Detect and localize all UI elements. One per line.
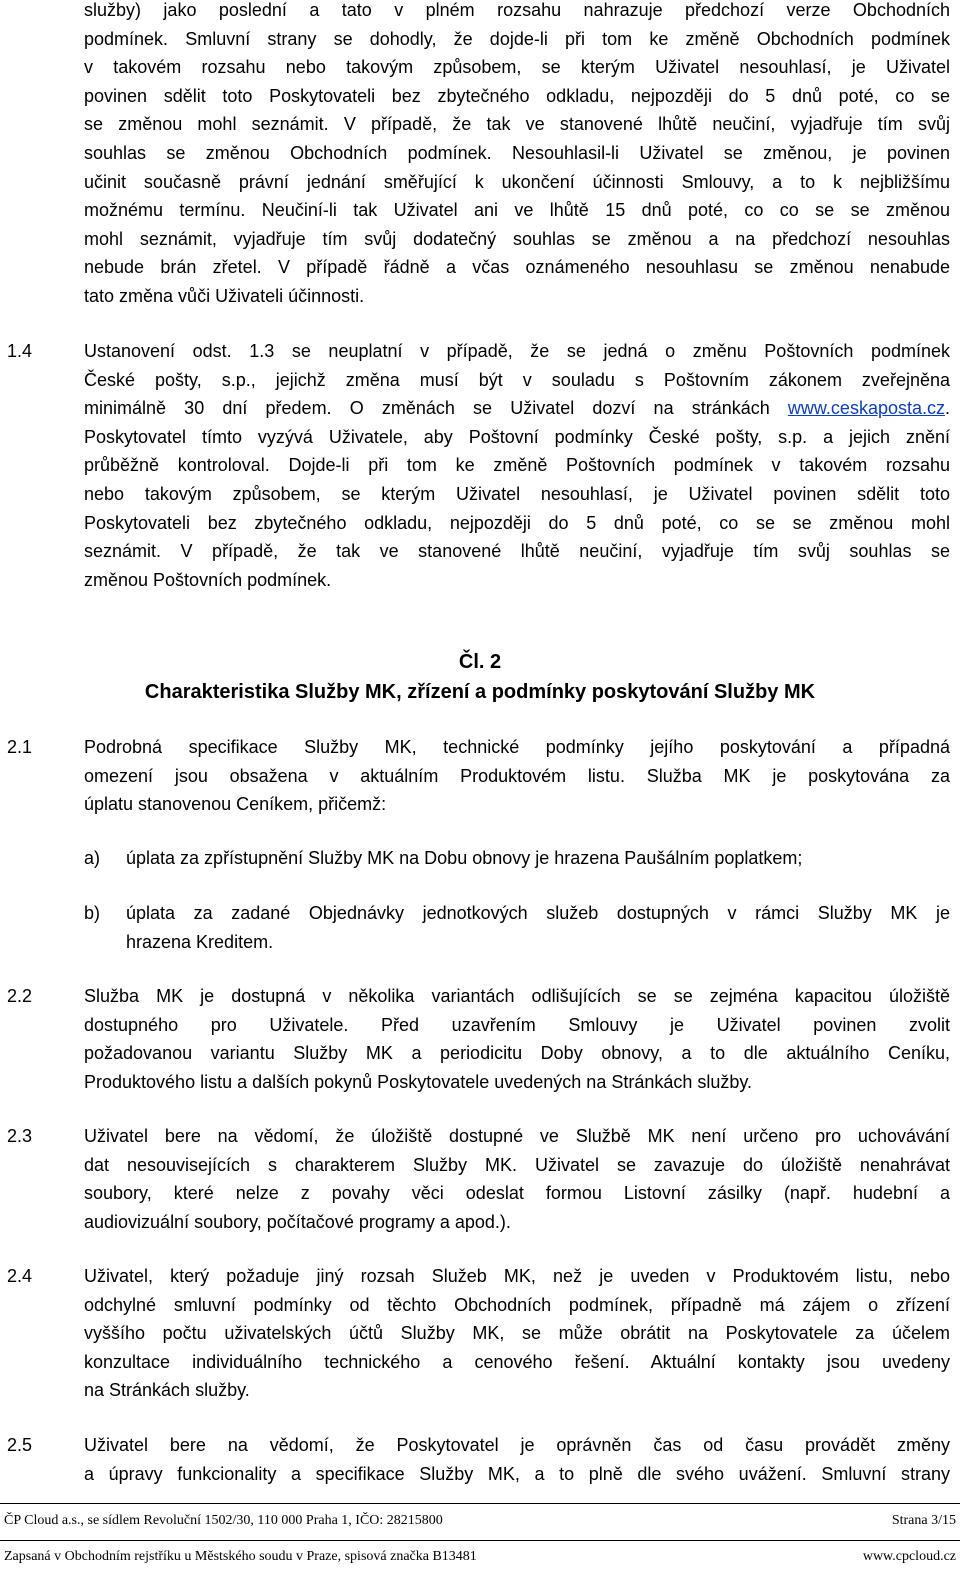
ceskaposta-link[interactable]: www.ceskaposta.cz <box>787 398 945 419</box>
section-line: Produktového listu a dalších pokynů Poskytovatele uvedených na Stránkách služby. <box>84 1071 753 1092</box>
intro-line: možnému termínu. Neučiní-li tak Uživatel ani ve lhůtě 15 dnů poté, co co se se změnou <box>84 200 950 221</box>
section-line: Poskytovatel tímto vyzývá Uživatele, aby Poštovní podmínky České pošty, s.p. a jejich znění <box>84 426 950 447</box>
section-line-with-link <box>84 394 950 423</box>
section-number: 2.4 <box>7 1266 33 1286</box>
section-line: konzultace individuálního technického a cenového řešení. Aktuální kontakty jsou uvedeny <box>84 1351 950 1372</box>
section-line: seznámit. V případě, že tak ve stanovené lhůtě neučiní, vyjadřuje tím svůj souhlas se <box>84 541 950 562</box>
section-line: průběžně kontroloval. Dojde-li při tom ke změně Poštovních podmínek v takovém rozsahu <box>84 455 950 476</box>
section-2-4-paragraph <box>84 1262 950 1405</box>
section-line: audiovizuální soubory, počítačové programy a apod.). <box>84 1211 511 1232</box>
section-line: Poskytovateli bez zbytečného odkladu, nejpozději do 5 dnů poté, co se se změnou mohl <box>84 512 950 533</box>
section-line: nebo takovým způsobem, se kterým Uživatel nesouhlasí, je Uživatel povinen sdělit toto <box>84 483 950 504</box>
section-line: soubory, které nelze z povahy věci odeslat formou Listovní zásilky (např. hudební a <box>84 1183 950 1204</box>
intro-line: se změnou mohl seznámit. V případě, že tak ve stanovené lhůtě neučiní, vyjadřuje tím svůj <box>84 114 950 135</box>
list-line: hrazena Kreditem. <box>126 931 274 952</box>
intro-line: povinen sdělit toto Poskytovateli bez zbytečného odkladu, nejpozději do 5 dnů poté, co se <box>84 85 950 106</box>
section-line: Uživatel, který požaduje jiný rozsah Služeb MK, než je uveden v Produktovém listu, nebo <box>84 1266 950 1286</box>
intro-line: v takovém rozsahu nebo takovým způsobem, se kterým Uživatel nesouhlasí, je Uživatel <box>84 57 950 78</box>
section-number: 1.4 <box>7 341 33 361</box>
footer-registry-info: Zapsaná v Obchodním rejstříku u Městského soudu v Praze, spisová značka B13481 <box>4 1549 477 1564</box>
list-item-b <box>126 899 950 956</box>
section-number: 2.3 <box>7 1126 33 1146</box>
footer-divider <box>0 1503 960 1504</box>
intro-line: nebude brán zřetel. V případě řádně a včas oznámeného nesouhlasu se změnou nenabude <box>84 257 950 278</box>
section-1-4-paragraph <box>84 337 950 594</box>
section-line: České pošty, s.p., jejichž změna musí být v souladu s Poštovním zákonem zveřejněna <box>84 369 950 390</box>
section-line: Ustanovení odst. 1.3 se neuplatní v případě, že se jedná o změnu Poštovních podmínek <box>84 341 950 361</box>
section-2-3-paragraph <box>84 1122 950 1236</box>
list-label: a) <box>84 848 101 868</box>
intro-line: tato změna vůči Uživateli účinnosti. <box>84 285 365 306</box>
section-line: Služba MK je dostupná v několika variantách odlišujících se se zejména kapacitou úložiště <box>84 986 950 1006</box>
section-line: Uživatel bere na vědomí, že Poskytovatel je oprávněn čas od času provádět změny <box>84 1435 950 1455</box>
section-line: dostupného pro Uživatele. Před uzavřením Smlouvy je Uživatel povinen zvolit <box>84 1014 950 1035</box>
footer-page-number: Strana 3/15 <box>891 1513 956 1528</box>
chapter-number: Čl. 2 <box>458 651 502 673</box>
section-number: 2.2 <box>7 986 33 1006</box>
footer-website: www.cpcloud.cz <box>862 1549 956 1564</box>
list-label: b) <box>84 903 101 923</box>
section-line: dat nesouvisejících s charakterem Služby MK. Uživatel se zavazuje do úložiště nenahrávat <box>84 1154 950 1175</box>
section-2-1-paragraph <box>84 733 950 819</box>
intro-line: učinit současně právní jednání směřující k ukončení účinnosti Smlouvy, a to k nejbližšímu <box>84 171 950 192</box>
line-text: . <box>944 398 950 419</box>
section-line: Uživatel bere na vědomí, že úložiště dostupné ve Službě MK není určeno pro uchovávání <box>84 1126 950 1146</box>
chapter-title: Charakteristika Služby MK, zřízení a podmínky poskytování Služby MK <box>144 681 816 703</box>
section-line: změnou Poštovních podmínek. <box>84 569 332 590</box>
section-2-5-paragraph <box>84 1431 950 1488</box>
intro-line: služby) jako poslední a tato v plném rozsahu nahrazuje předchozí verze Obchodních <box>84 0 950 20</box>
section-number: 2.5 <box>7 1435 33 1455</box>
footer-divider <box>0 1540 960 1541</box>
section-2-2-paragraph <box>84 982 950 1096</box>
section-line: úplatu stanovenou Ceníkem, přičemž: <box>84 794 387 815</box>
section-line: vyššího počtu uživatelských účtů Služby MK, se může obrátit na Poskytovatele za účelem <box>84 1323 950 1344</box>
section-line: a úpravy funkcionality a specifikace Služby MK, a to plně dle svého uvážení. Smluvní strany <box>84 1463 950 1484</box>
intro-line: souhlas se změnou Obchodních podmínek. Nesouhlasil-li Uživatel se změnou, je povinen <box>84 142 950 163</box>
footer-company-info: ČP Cloud a.s., se sídlem Revoluční 1502/30, 110 000 Praha 1, IČO: 28215800 <box>4 1513 443 1528</box>
section-line: požadovanou variantu Služby MK a periodicitu Doby obnovy, a to dle aktuálního Ceníku, <box>84 1043 950 1064</box>
intro-line: mohl seznámit, vyjadřuje tím svůj dodatečný souhlas se změnou a na předchozí nesouhlas <box>84 228 950 249</box>
list-item-a <box>126 844 950 873</box>
line-text: minimálně 30 dní předem. O změnách se Uživatel dozví na stránkách <box>84 398 788 419</box>
section-number: 2.1 <box>7 737 33 757</box>
section-line: Podrobná specifikace Služby MK, technické podmínky jejího poskytování a případná <box>84 737 950 757</box>
section-line: odchylné smluvní podmínky od těchto Obchodních podmínek, případně má zájem o zřízení <box>84 1294 950 1315</box>
intro-paragraph <box>84 0 950 311</box>
section-line: na Stránkách služby. <box>84 1380 250 1401</box>
list-line: úplata za zadané Objednávky jednotkových služeb dostupných v rámci Služby MK je <box>126 903 950 923</box>
list-line: úplata za zpřístupnění Služby MK na Dobu obnovy je hrazena Paušálním poplatkem; <box>126 848 803 868</box>
intro-line: podmínek. Smluvní strany se dohodly, že dojde-li při tom ke změně Obchodních podmínek <box>84 28 950 49</box>
section-line: omezení jsou obsažena v aktuálním Produktovém listu. Služba MK je poskytována za <box>84 765 950 786</box>
